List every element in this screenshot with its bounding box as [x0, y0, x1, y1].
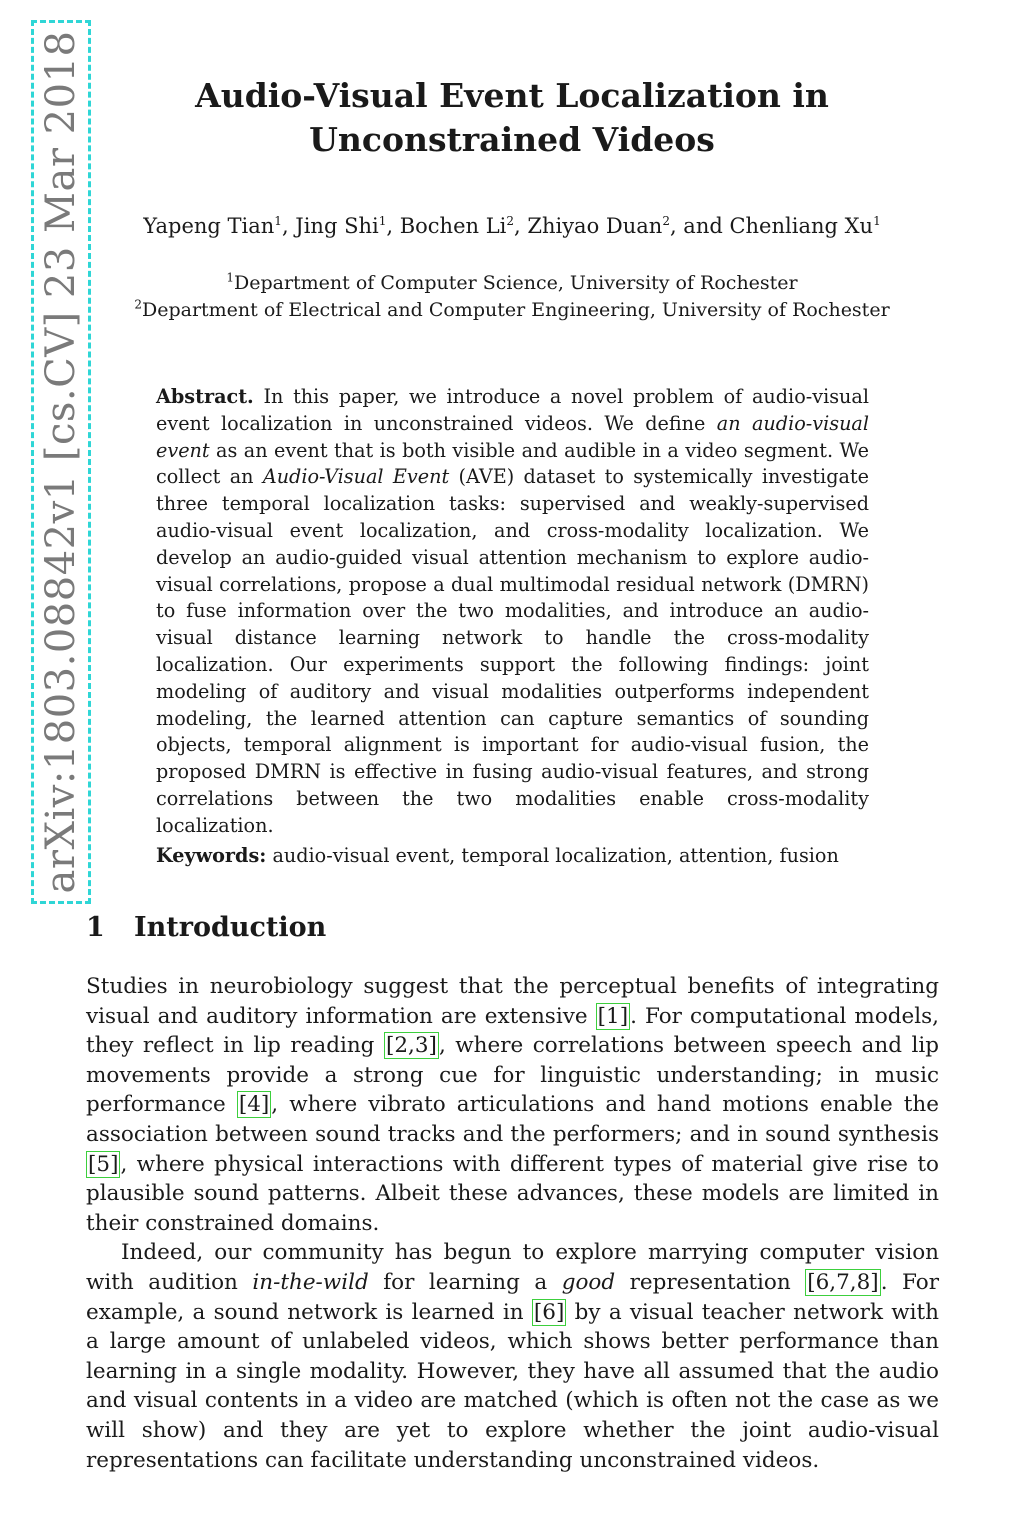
author-separator: , and: [669, 214, 730, 238]
affiliation-text: Department of Computer Science, University of Rochester: [233, 272, 798, 294]
citation-link[interactable]: [1]: [597, 1003, 629, 1029]
abstract-label: Abstract.: [156, 385, 254, 408]
affiliation-text: Department of Electrical and Computer Engineering, University of Rochester: [141, 299, 890, 321]
paragraph-text: , where vibrato articulations and hand motions enable the association between sound tracks and the performers; and in sound synthesis: [86, 1092, 939, 1147]
paragraph-text: , where physical interactions with different types of material give rise to plausible sound patterns. Albeit these advances, these models are limited in their constrained domains.: [86, 1151, 939, 1236]
author-name: Bochen Li: [399, 214, 507, 238]
author-separator: ,: [514, 214, 528, 238]
section-heading: [86, 912, 326, 943]
section-title: Introduction: [134, 912, 327, 943]
author-affiliation-mark: 1: [873, 214, 881, 228]
section-number: 1: [86, 912, 105, 943]
author-name: Chenliang Xu: [729, 214, 874, 238]
citation-link[interactable]: [2,3]: [385, 1033, 437, 1059]
paper-title: [0, 74, 1024, 162]
paragraph-text: for learning a: [368, 1269, 562, 1295]
title-line-2: Unconstrained Videos: [309, 120, 715, 159]
paragraph: [86, 972, 939, 1238]
keywords-label: Keywords:: [156, 844, 267, 867]
title-line-1: Audio-Visual Event Localization in: [195, 76, 829, 115]
keywords-text: audio-visual event, temporal localization, attention, fusion: [266, 844, 839, 867]
author-name: Yapeng Tian: [143, 214, 275, 238]
author-name: Zhiyao Duan: [527, 214, 663, 238]
abstract-text: as an event that is both visible and audible in a video segment. We collect an: [156, 438, 869, 489]
paragraph-text: . For computational models, they reflect in lip reading: [86, 1003, 939, 1059]
paragraph-text: , where correlations between speech and lip movements provide a strong cue for linguistic understanding; in music performance: [86, 1033, 939, 1118]
author-affiliation-mark: 2: [506, 214, 514, 228]
paragraph-text: representation: [615, 1269, 806, 1295]
citation-link[interactable]: [6,7,8]: [807, 1269, 879, 1295]
paragraph-text: Studies in neurobiology suggest that the perceptual benefits of integrating visual and auditory information are extensive: [86, 974, 939, 1029]
paragraph-text: by a visual teacher network with a large amount of unlabeled videos, which shows better performance than learning in a single modality. However, they have all assumed that the audio and visual contents in a video are matched (which is often not the case as we will show) and they are yet to explore whether the joint audio-visual representations can facilitate understanding unconstrained videos.: [86, 1299, 940, 1473]
author-separator: ,: [386, 214, 400, 238]
keywords: [156, 843, 869, 870]
abstract-emphasis: Audio-Visual Event: [262, 465, 450, 489]
paragraph-text: . For example, a sound network is learned in: [86, 1269, 939, 1325]
author-separator: ,: [281, 214, 296, 238]
paragraph-emphasis: good: [561, 1269, 616, 1295]
author-list: [0, 214, 1024, 238]
citation-link[interactable]: [5]: [88, 1151, 119, 1177]
author-affiliation-mark: 2: [662, 214, 670, 228]
affiliation-mark: 1: [226, 270, 234, 285]
citation-link[interactable]: [4]: [238, 1092, 270, 1118]
abstract: [156, 384, 869, 840]
affiliations: [0, 270, 1024, 324]
abstract-text: (AVE) dataset to systemically investigate three temporal localization tasks: supervised and weakly-supervised audio-visual event localization, and cross-modality localization. We develop an audio-guided visual attention mechanism to explore audio-visual correlations, propose a dual multimodal residual network (DMRN) to fuse information over the two modalities, and introduce an audio-visual distance learning network to handle the cross-modality localization. Our experiments support the following findings: joint modeling of auditory and visual modalities outperforms independent modeling, the learned attention can capture semantics of sounding objects, temporal alignment is important for audio-visual fusion, the proposed DMRN is effective in fusing audio-visual features, and strong correlations between the two modalities enable cross-modality localization.: [156, 465, 869, 837]
citation-link[interactable]: [6]: [533, 1299, 565, 1325]
affiliation-mark: 2: [134, 297, 142, 312]
abstract-emphasis: an audio-visual event: [156, 411, 869, 462]
author-affiliation-mark: 1: [274, 214, 282, 228]
author-affiliation-mark: 1: [378, 214, 387, 228]
affiliation-1: [0, 270, 1024, 297]
paragraph-text: Indeed, our community has begun to explore marrying computer vision with audition: [86, 1240, 939, 1295]
author-name: Jing Shi: [295, 214, 379, 238]
paragraph-emphasis: in-the-wild: [252, 1269, 369, 1295]
affiliation-2: [0, 297, 1024, 324]
introduction-body: [86, 972, 939, 1475]
paragraph: [86, 1238, 939, 1475]
abstract-text: In this paper, we introduce a novel problem of audio-visual event localization in unconstrained videos. We define: [156, 385, 869, 435]
arxiv-stamp: arXiv:1803.08842v1 [cs.CV] 23 Mar 2018: [38, 30, 84, 894]
